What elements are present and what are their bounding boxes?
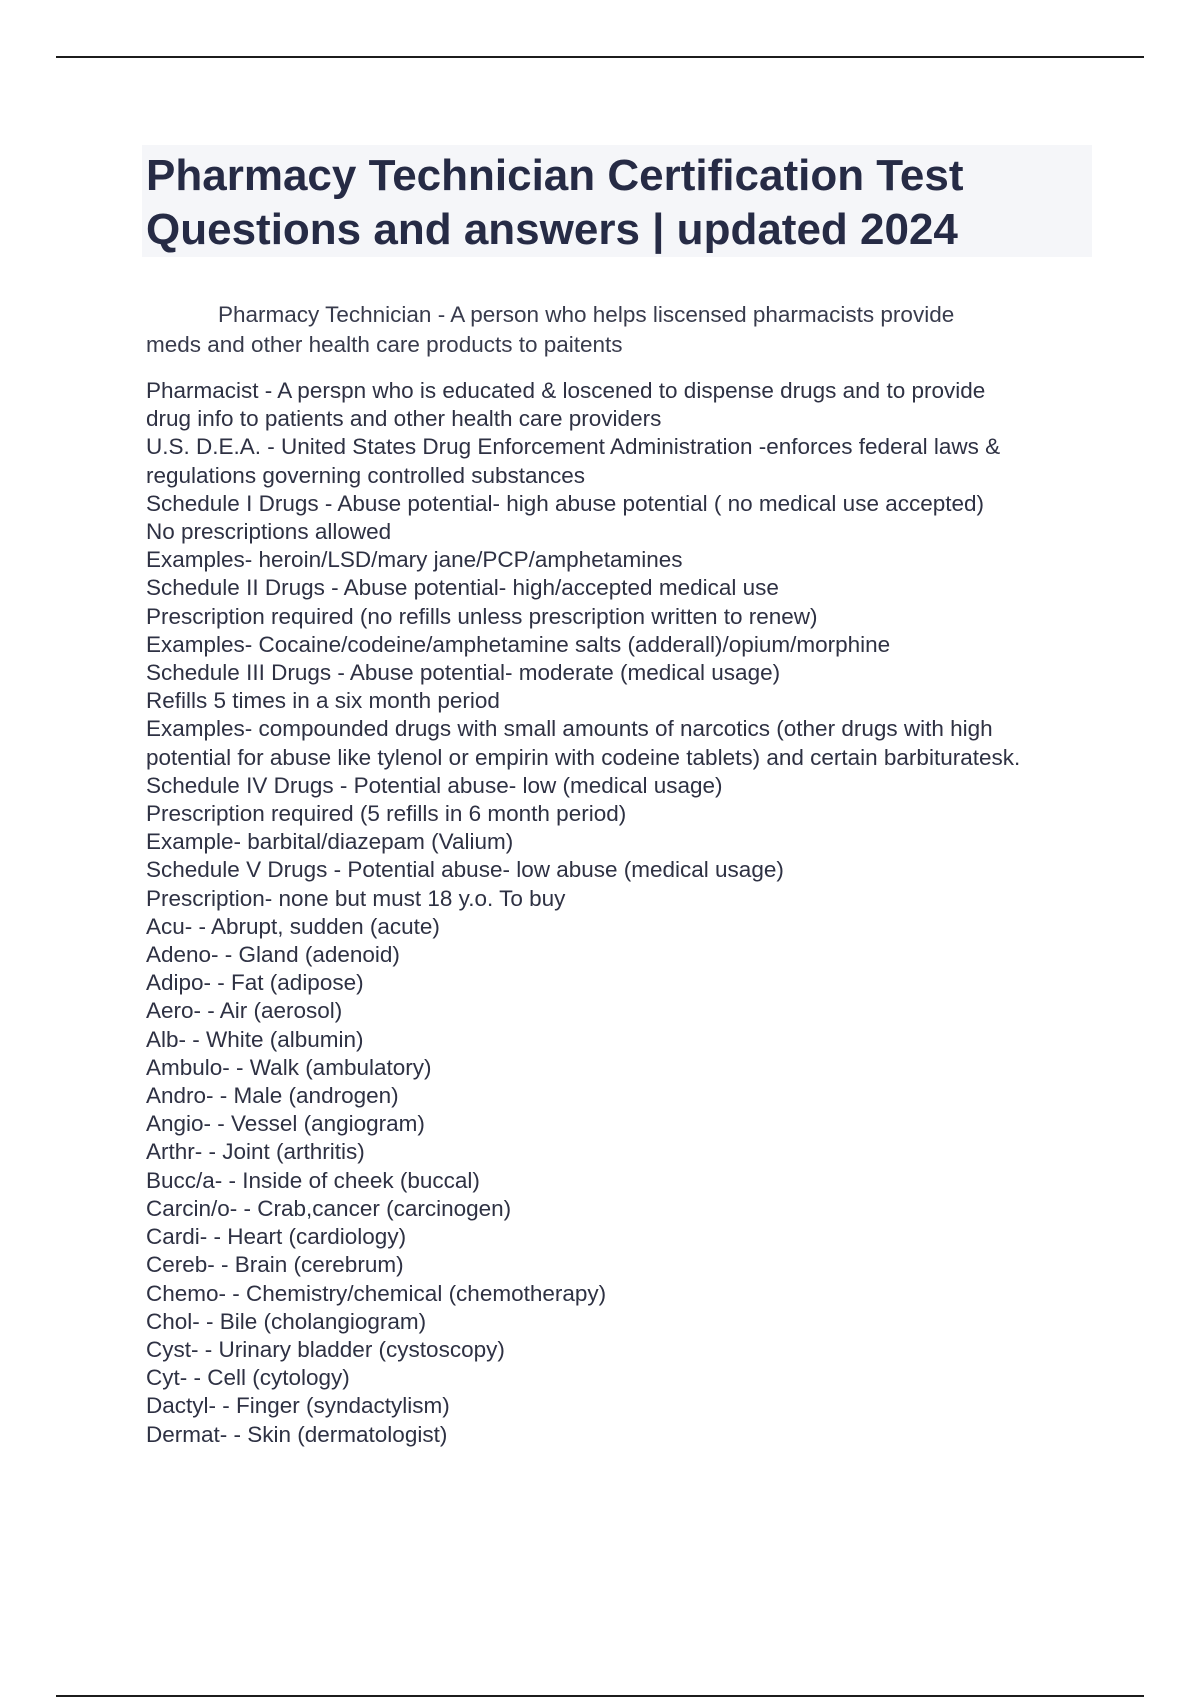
- text-line: Examples- compounded drugs with small amounts of narcotics (other drugs with high: [146, 716, 993, 742]
- text-line: Schedule II Drugs - Abuse potential- high/accepted medical use: [146, 575, 779, 601]
- text-line: Cardi- - Heart (cardiology): [146, 1224, 407, 1250]
- top-rule: [56, 56, 1144, 58]
- text-line: Angio- - Vessel (angiogram): [146, 1111, 425, 1137]
- text-line: Examples- Cocaine/codeine/amphetamine salts (adderall)/opium/morphine: [146, 631, 891, 657]
- qa-list: [146, 377, 1096, 1449]
- text-line: Arthr- - Joint (arthritis): [146, 1139, 365, 1165]
- text-line: Bucc/a- - Inside of cheek (buccal): [146, 1167, 480, 1193]
- text-line: Adipo- - Fat (adipose): [146, 970, 364, 996]
- bottom-rule: [56, 1695, 1144, 1697]
- text-line: Cyst- - Urinary bladder (cystoscopy): [146, 1336, 505, 1362]
- text-line: Schedule I Drugs - Abuse potential- high abuse potential ( no medical use accepted): [146, 490, 985, 516]
- text-line: Prescription required (no refills unless prescription written to renew): [146, 603, 818, 629]
- text-line: No prescriptions allowed: [146, 519, 392, 545]
- text-line: Aero- - Air (aerosol): [146, 998, 343, 1024]
- text-line: Chemo- - Chemistry/chemical (chemotherapy): [146, 1280, 607, 1306]
- intro-line-1: Pharmacy Technician - A person who helps liscensed pharmacists provide: [218, 302, 955, 327]
- text-line: Ambulo- - Walk (ambulatory): [146, 1054, 432, 1080]
- text-line: Schedule IV Drugs - Potential abuse- low (medical usage): [146, 772, 723, 798]
- text-line: regulations governing controlled substances: [146, 462, 586, 488]
- text-line: Example- barbital/diazepam (Valium): [146, 829, 514, 855]
- text-line: Pharmacist - A perspn who is educated & loscened to dispense drugs and to provide: [146, 378, 986, 403]
- text-line: potential for abuse like tylenol or empirin with codeine tablets) and certain barbituratesk.: [146, 744, 1021, 770]
- text-line: Adeno- - Gland (adenoid): [146, 942, 400, 968]
- text-line: Examples- heroin/LSD/mary jane/PCP/amphetamines: [146, 547, 683, 573]
- text-line: U.S. D.E.A. - United States Drug Enforcement Administration -enforces federal laws &: [146, 434, 1001, 460]
- text-line: Carcin/o- - Crab,cancer (carcinogen): [146, 1195, 512, 1221]
- text-line: Prescription required (5 refills in 6 month period): [146, 801, 627, 827]
- text-line: Dactyl- - Finger (syndactylism): [146, 1393, 450, 1419]
- text-line: Schedule III Drugs - Abuse potential- moderate (medical usage): [146, 660, 781, 686]
- text-line: drug info to patients and other health care providers: [146, 406, 662, 432]
- text-line: Refills 5 times in a six month period: [146, 688, 500, 714]
- document-title: [142, 145, 1092, 257]
- text-line: Prescription- none but must 18 y.o. To buy: [146, 885, 566, 911]
- intro-paragraph: [146, 300, 1096, 360]
- text-line: Alb- - White (albumin): [146, 1026, 364, 1052]
- text-line: Andro- - Male (androgen): [146, 1083, 399, 1109]
- intro-line-2: meds and other health care products to paitents: [146, 332, 623, 357]
- text-line: Acu- - Abrupt, sudden (acute): [146, 913, 440, 939]
- text-line: Dermat- - Skin (dermatologist): [146, 1421, 448, 1447]
- title-line-1: Pharmacy Technician Certification Test: [146, 151, 964, 200]
- text-line: Cyt- - Cell (cytology): [146, 1365, 350, 1391]
- text-line: Cereb- - Brain (cerebrum): [146, 1252, 404, 1278]
- title-line-2: Questions and answers | updated 2024: [146, 205, 958, 254]
- text-line: Chol- - Bile (cholangiogram): [146, 1308, 427, 1334]
- text-line: Schedule V Drugs - Potential abuse- low abuse (medical usage): [146, 857, 784, 883]
